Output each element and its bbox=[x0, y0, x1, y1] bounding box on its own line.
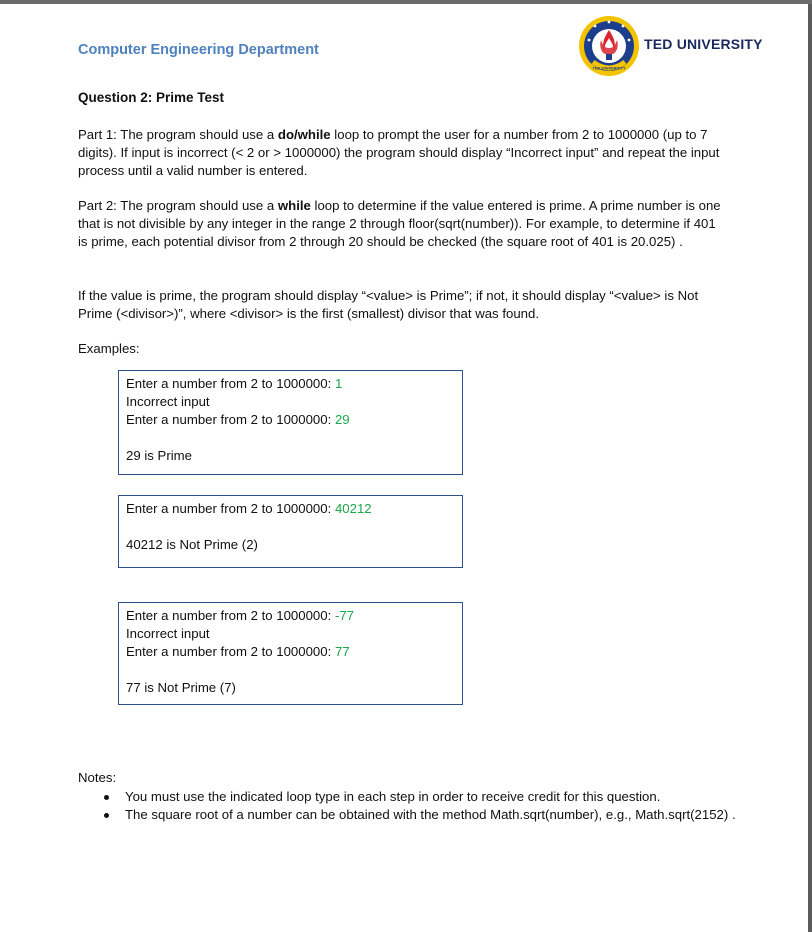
user-input-value: 77 bbox=[334, 644, 350, 659]
university-name: TED UNIVERSITY bbox=[644, 36, 763, 52]
question-title: Question 2: Prime Test bbox=[78, 90, 225, 105]
part2-text-end: loop to determine if the value entered is prime. A prime number is one that is not divisible by any integer in the range 2 through floor(sqrt(number)). For example, to determine if 401 is prime, each potential divisor from 2 through 20 should be checked (the square root of 401 is 20.025) . bbox=[78, 198, 721, 250]
error-line: Incorrect input bbox=[126, 626, 210, 641]
part1-text-end: loop to prompt the user for a number from 2 to 1000000 (up to 7 digits). If input is incorrect (< 2 or > 1000000) the program should display “Incorrect input” and repeat the input process until a valid number is entered. bbox=[78, 127, 720, 179]
example-line bbox=[126, 607, 462, 625]
list-item bbox=[100, 806, 740, 824]
example-line bbox=[126, 500, 462, 518]
prompt-text: Enter a number from 2 to 1000000: bbox=[126, 608, 335, 623]
logo-text: TED UNIVERSITY bbox=[592, 65, 626, 71]
university-logo-icon bbox=[577, 14, 641, 78]
prompt-text: Enter a number from 2 to 1000000: bbox=[126, 644, 335, 659]
department-title: Computer Engineering Department bbox=[78, 42, 319, 58]
example-box-2 bbox=[118, 495, 463, 568]
result-line: 40212 is Not Prime (2) bbox=[126, 537, 258, 552]
examples-label: Examples: bbox=[78, 341, 140, 356]
list-item bbox=[100, 788, 740, 806]
example-line bbox=[126, 643, 462, 661]
part2-text-start: Part 2: The program should use a bbox=[78, 198, 278, 213]
user-input-value: 40212 bbox=[334, 501, 372, 516]
part2-bold-loop: while bbox=[277, 198, 311, 213]
part2-paragraph bbox=[78, 197, 728, 252]
part1-paragraph bbox=[78, 126, 728, 181]
note-text: The square root of a number can be obtained with the method Math.sqrt(number), e.g., Math.sqrt(2152) . bbox=[125, 807, 736, 822]
prompt-text: Enter a number from 2 to 1000000: bbox=[126, 376, 335, 391]
document-page bbox=[0, 4, 812, 932]
example-box-3 bbox=[118, 602, 463, 705]
result-line: 29 is Prime bbox=[126, 448, 192, 463]
error-line: Incorrect input bbox=[126, 394, 210, 409]
prime-output-paragraph: If the value is prime, the program should display “<value> is Prime”; if not, it should display “<value> is Not Prime (<divisor>)”, where <divisor> is the first (smallest) divisor that was found. bbox=[78, 288, 699, 322]
result-line: 77 is Not Prime (7) bbox=[126, 680, 236, 695]
part1-bold-loop: do/while bbox=[277, 127, 331, 142]
bullet-icon bbox=[104, 813, 109, 818]
note-text: You must use the indicated loop type in each step in order to receive credit for this question. bbox=[125, 789, 661, 804]
notes-list bbox=[100, 788, 740, 824]
example-line bbox=[126, 411, 462, 429]
user-input-value: -77 bbox=[334, 608, 354, 623]
prompt-text: Enter a number from 2 to 1000000: bbox=[126, 501, 335, 516]
part1-text-start: Part 1: The program should use a bbox=[78, 127, 278, 142]
bullet-icon bbox=[104, 795, 109, 800]
example-line bbox=[126, 375, 462, 393]
prompt-text: Enter a number from 2 to 1000000: bbox=[126, 412, 335, 427]
notes-label: Notes: bbox=[78, 770, 117, 785]
user-input-value: 1 bbox=[334, 376, 343, 391]
example-box-1 bbox=[118, 370, 463, 475]
user-input-value: 29 bbox=[334, 412, 350, 427]
